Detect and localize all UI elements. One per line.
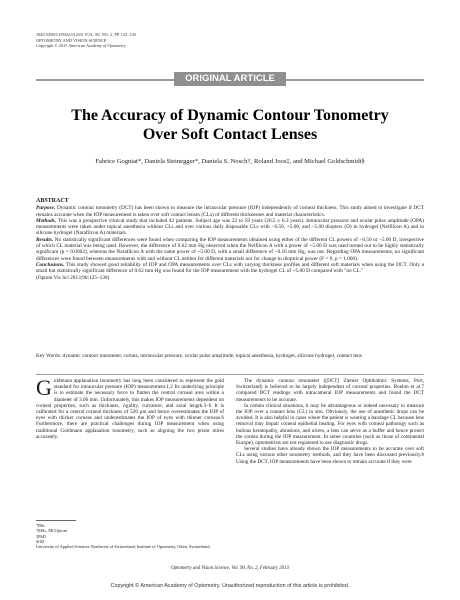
methods-label: Methods. xyxy=(36,217,57,224)
footnote-3: ‡PhD xyxy=(36,533,46,539)
footnote-4: §OD xyxy=(36,538,45,544)
journal-header-meta xyxy=(36,32,136,49)
header-meta-line-3: Copyright © 2013 American Academy of Optometry xyxy=(36,43,126,49)
abstract-purpose xyxy=(36,205,424,218)
results-text: No statistically significant differences were found when comparing the IOP measurements obtained using either of the different CL powers of −0.50 or −5.00 D, irrespective of which CL material was being used. However, the difference of 0.62 mm Hg observed when the Nelfilcon A with a power of +5.00 D was used turned out to be highly statistically significant (p = 0.0002), whereas the Narafilcon A with the same power of +5.00 D, with a small difference of −0.16 mm Hg, was not. Regarding OPA measurements, no significant differences were found between measurements with and without CL neither for different materials nor for change in dioptrical power (F = 0, p = 1.000). xyxy=(36,236,424,262)
header-meta-line-2: OPTOMETRY AND VISION SCIENCE xyxy=(36,37,107,43)
conclusions-label: Conclusions. xyxy=(36,261,65,268)
footnote-1: *BSc xyxy=(36,523,46,528)
author-footnotes xyxy=(36,520,224,549)
abstract-results xyxy=(36,237,424,262)
abstract-methods xyxy=(36,218,424,237)
abstract xyxy=(36,198,424,281)
footnote-2: †MSc, MCOptom xyxy=(36,528,68,534)
copyright-notice: Copyright © American Academy of Optometry. Unauthorized reproduction of this article is prohibited. xyxy=(110,583,350,589)
intro-paragraph-2: The dynamic contour tonometer ([DCT] Ziemer Ophthalmic Systems, Port, Switzerland) is believed to be largely independent of corneal properties. Boehm et al.7 compared DCT readings with intracameral IOP measurements and found the DCT measurements to be accurate. xyxy=(236,378,424,403)
intro-paragraph-3: In certain clinical situations, it may be advantageous or indeed necessary to measure the IOP over a contact lens (CL) in situ. Obviously, the use of anesthetic drops can be avoided. It is also helpful in cases where the patient is wearing a bandage CL because lens removal may impair corneal epithelial healing. For eyes with corneal pathology such as bullous keratopathy, abrasions, and ulcers, a lens can serve as a buffer and hence protect the cornea during the IOP measurement. In some countries (such as those of continental Europe), optometrists are not registered to use diagnostic drugs. xyxy=(236,402,424,447)
results-label: Results. xyxy=(36,236,54,243)
keywords: Key Words: dynamic contour tonometer, cornea, intraocular pressure, ocular pulse amplitude, topical anesthesia, hydrogel, silicone hydrogel, contact lens xyxy=(36,353,362,359)
header-meta-line-1: 1040-5488/13/9002-0125/0 VOL. 90, NO. 2, PP. 125–130 xyxy=(36,32,136,37)
journal-footer: Optometry and Vision Science, Vol. 90, No. 2, February 2013 xyxy=(171,566,289,571)
body-column-left xyxy=(36,375,224,440)
conclusions-text: This study showed good reliability of IOP and OPA measurements over CLs with varying thickness profiles and different soft materials when using the DCT. Only a small but statistically significant difference of 0.62 mm Hg was found for the IOP measurement with the hydrogel CL of +5.00 D compared with "no CL." xyxy=(36,261,424,275)
intro-paragraph-1 xyxy=(36,375,224,440)
title-line-1: The Accuracy of Dynamic Contour Tonometry xyxy=(71,107,389,124)
intro-paragraph-1-text: oldmann applanation tonometry has long been considered to represent the gold standard for intraocular pressure (IOP) measurement.1,2 Its underlying principle is to estimate the necessary force to flatten the central corneal area within a diameter of 3.06 mm. Unfortunately, this makes IOP measurements dependent on corneal properties, such as thickness, rigidity, curvature, and axial length.3–6 It is calibrated for a central corneal thickness of 520 μm and hence overestimates the IOP of eyes with thicker corneas and underestimates the IOP of eyes with thinner corneas.6 Furthermore, there are practical challenges during IOP measurement when using traditional Goldmann applanation tonometry, such as aligning the two prism mires accurately. xyxy=(36,378,224,440)
methods-text: This was a prospective clinical study that included 42 patients. Subject age was 22 to 59 years (26.5 ± 6.3 years). Intraocular pressure and ocular pulse amplitude (OPA) measurements were taken under topical anesthesia without CLs and over various daily disposable CLs with −0.50, +5.00, and −5.00 diopters (D) in hydrogel (Nelfilcon A) and in silicone hydrogel (Narafilcon A) materials. xyxy=(36,217,424,237)
title-line-2: Over Soft Contact Lenses xyxy=(142,126,318,143)
footnote-rule xyxy=(36,520,76,521)
drop-cap: G xyxy=(36,375,52,400)
purpose-text: Dynamic contour tonometry (DCT) has been shown to measure the intraocular pressure (IOP) independently of corneal thickness. This study aimed to investigate if DCT remains accurate when the IOP measurement is taken over soft contact lenses (CLs) of different thicknesses and material characteristics. xyxy=(36,205,424,218)
abstract-heading: ABSTRACT xyxy=(36,198,69,204)
abstract-citation: (Optom Vis Sci 2013;90:125–130) xyxy=(36,274,110,281)
body-column-right xyxy=(236,378,424,465)
footnote-affiliation: University of Applied Sciences Northwest of Switzerland, Institute of Optometry, Olten, Switzerland. xyxy=(36,544,211,550)
article-type-label: ORIGINAL ARTICLE xyxy=(174,72,286,86)
author-list: Fabrice Gogniat*, Daniela Steinegger*, Daniela S. Nosch†, Roland Joos‡, and Michael Goldschmidt§ xyxy=(95,158,365,165)
article-type-banner xyxy=(36,72,424,86)
article-title xyxy=(36,106,424,144)
abstract-conclusions xyxy=(36,262,424,275)
abstract-divider xyxy=(36,374,424,375)
intro-paragraph-4: Several studies have already shown the IOP measurements to be accurate over soft CLs using various other tonometry methods, and they have been discussed previously.8 Using the DCT, IOP measurements have been shown to remain accurate if they were xyxy=(236,446,424,465)
purpose-label: Purpose. xyxy=(36,205,56,212)
